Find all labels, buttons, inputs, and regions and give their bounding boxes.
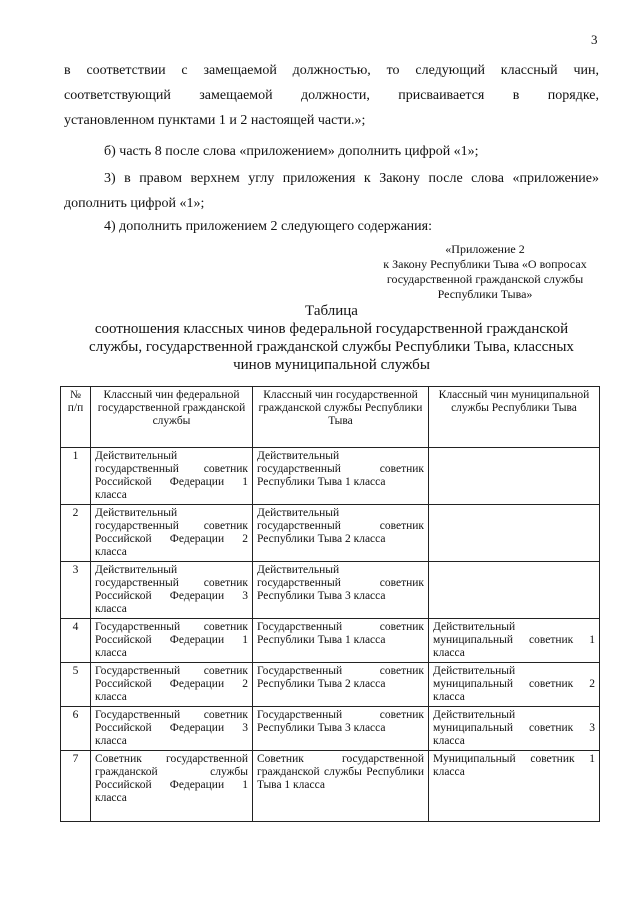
municipal-rank — [429, 448, 600, 505]
municipal-rank: Действительный муниципальный советник 1 класса — [429, 619, 600, 663]
row-number: 1 — [61, 448, 91, 505]
municipal-rank — [429, 505, 600, 562]
row-number: 5 — [61, 663, 91, 707]
row-number: 7 — [61, 751, 91, 822]
federal-rank: Советник государственной гражданской службы Российской Федерации 1 класса — [91, 751, 253, 822]
appendix-header — [360, 242, 610, 302]
regional-rank: Действительный государственный советник Республики Тыва 1 класса — [253, 448, 429, 505]
federal-rank: Государственный советник Российской Федерации 2 класса — [91, 663, 253, 707]
federal-rank: Действительный государственный советник Российской Федерации 3 класса — [91, 562, 253, 619]
federal-rank: Действительный государственный советник Российской Федерации 2 класса — [91, 505, 253, 562]
header-regional: Классный чин государственной гражданской службы Республики Тыва — [253, 387, 429, 448]
regional-rank: Действительный государственный советник Республики Тыва 3 класса — [253, 562, 429, 619]
municipal-rank: Муниципальный советник 1 класса — [429, 751, 600, 822]
paragraph-line: 3) в правом верхнем углу приложения к Закону после слова «приложение» — [104, 171, 599, 186]
table-row — [61, 707, 600, 751]
municipal-rank — [429, 562, 600, 619]
table-header-row — [61, 387, 600, 448]
row-number: 6 — [61, 707, 91, 751]
row-number: 4 — [61, 619, 91, 663]
regional-rank: Государственный советник Республики Тыва 3 класса — [253, 707, 429, 751]
regional-rank: Государственный советник Республики Тыва 1 класса — [253, 619, 429, 663]
municipal-rank: Действительный муниципальный советник 2 класса — [429, 663, 600, 707]
federal-rank: Государственный советник Российской Федерации 1 класса — [91, 619, 253, 663]
municipal-rank: Действительный муниципальный советник 3 класса — [429, 707, 600, 751]
paragraph-line: в соответствии с замещаемой должностью, то следующий классный чин, — [64, 63, 599, 78]
class-rank-table — [60, 386, 600, 822]
header-number: № п/п — [61, 387, 91, 448]
table-row — [61, 619, 600, 663]
paragraph-continuation — [64, 58, 599, 133]
regional-rank: Советник государственной гражданской службы Республики Тыва 1 класса — [253, 751, 429, 822]
federal-rank: Государственный советник Российской Федерации 3 класса — [91, 707, 253, 751]
regional-rank: Действительный государственный советник Республики Тыва 2 класса — [253, 505, 429, 562]
title-line: соотношения классных чинов федеральной государственной гражданской — [94, 321, 569, 337]
appendix-line: Республики Тыва» — [437, 287, 533, 301]
table-row — [61, 562, 600, 619]
paragraph-line: дополнить цифрой «1»; — [64, 196, 205, 211]
table-row — [61, 663, 600, 707]
header-federal: Классный чин федеральной государственной гражданской службы — [91, 387, 253, 448]
paragraph-3 — [64, 166, 599, 216]
row-number: 2 — [61, 505, 91, 562]
regional-rank: Государственный советник Республики Тыва 2 класса — [253, 663, 429, 707]
federal-rank: Действительный государственный советник Российской Федерации 1 класса — [91, 448, 253, 505]
page-number: 3 — [591, 32, 598, 47]
paragraph-b: б) часть 8 после слова «приложением» дополнить цифрой «1»; — [104, 144, 479, 159]
title-line: Таблица — [305, 303, 358, 319]
table-row — [61, 505, 600, 562]
table-row — [61, 751, 600, 822]
title-line: чинов муниципальной службы — [233, 357, 430, 373]
paragraph-line: установленном пунктами 1 и 2 настоящей части.»; — [64, 113, 366, 128]
table-title — [64, 302, 599, 374]
paragraph-line: соответствующий замещаемой должности, присваивается в порядке, — [64, 88, 599, 103]
appendix-line: государственной гражданской службы — [386, 272, 584, 286]
appendix-line: к Закону Республики Тыва «О вопросах — [383, 257, 587, 271]
paragraph-4: 4) дополнить приложением 2 следующего содержания: — [104, 219, 432, 234]
header-municipal: Классный чин муниципальной службы Республики Тыва — [429, 387, 600, 448]
table-row — [61, 448, 600, 505]
row-number: 3 — [61, 562, 91, 619]
appendix-line: «Приложение 2 — [445, 242, 525, 256]
title-line: службы, государственной гражданской службы Республики Тыва, классных — [89, 339, 574, 355]
